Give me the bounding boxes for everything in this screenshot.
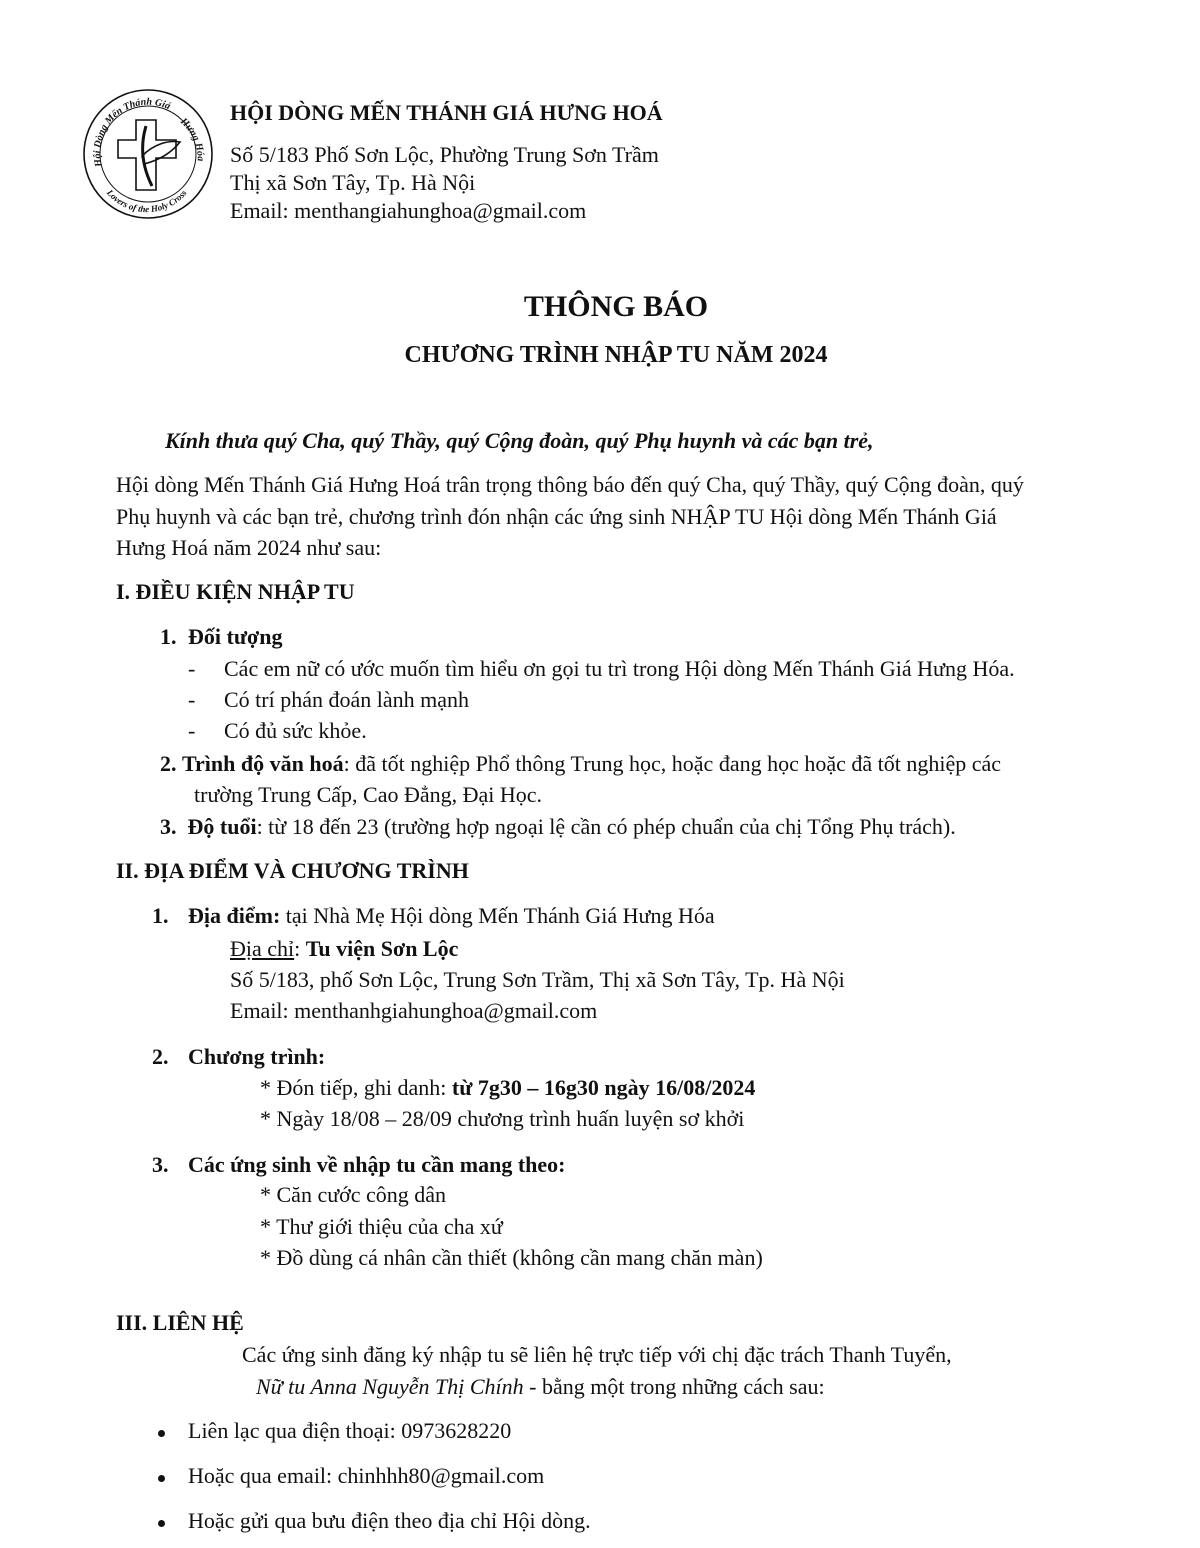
contact-line-2 [256, 1374, 825, 1399]
contact-line-rest: - bằng một trong những cách sau: [523, 1374, 825, 1399]
program-line-date: từ 7g30 – 16g30 ngày 16/08/2024 [451, 1075, 756, 1100]
bullet-icon [158, 1520, 165, 1527]
item-education [160, 751, 1001, 776]
address-label: Địa chỉ [230, 936, 295, 961]
seal-outer-ring [84, 90, 212, 218]
item-number: 2. [152, 1044, 169, 1069]
seal-logo [80, 86, 216, 222]
org-email: Email: menthangiahunghoa@gmail.com [230, 198, 587, 223]
section-heading-location: II. ĐỊA ĐIỂM VÀ CHƯƠNG TRÌNH [116, 858, 469, 883]
section-heading-contact: III. LIÊN HỆ [116, 1310, 244, 1335]
org-address-line1: Số 5/183 Phố Sơn Lộc, Phường Trung Sơn Trầm [230, 142, 659, 167]
item-text-location: tại Nhà Mẹ Hội dòng Mến Thánh Giá Hưng Hóa [280, 903, 715, 928]
item-text-education-cont: trường Trung Cấp, Cao Đẳng, Đại Học. [194, 782, 543, 807]
item-title-location: Địa điểm: [188, 903, 281, 928]
item-title-program: Chương trình: [188, 1044, 326, 1069]
item-number: 3. [152, 1152, 169, 1177]
seal-text-top: Hội Dòng Mến Thánh Giá [92, 96, 172, 168]
item-location [188, 903, 715, 928]
seal-text-right: Hưng Hóa [177, 116, 206, 162]
contact-person: Nữ tu Anna Nguyễn Thị Chính [256, 1374, 524, 1399]
bullet-icon [158, 1475, 165, 1482]
section-heading-conditions: I. ĐIỀU KIỆN NHẬP TU [116, 579, 355, 604]
dash-bullet: - [188, 687, 196, 712]
dash-bullet: - [188, 718, 196, 743]
item-title-age: Độ tuổi [187, 814, 257, 839]
intro-line: Hưng Hoá năm 2024 như sau: [116, 535, 382, 560]
item-number: 2. [160, 751, 177, 776]
cross-icon [118, 120, 176, 190]
greeting: Kính thưa quý Cha, quý Thầy, quý Cộng đoàn, quý Phụ huynh và các bạn trẻ, [165, 428, 874, 453]
item-title-education: Trình độ văn hoá [182, 751, 344, 776]
item-number: 1. [152, 903, 169, 928]
item-title-target: Đối tượng [188, 624, 283, 649]
address-detail: Số 5/183, phố Sơn Lộc, Trung Sơn Trầm, Thị xã Sơn Tây, Tp. Hà Nội [230, 967, 845, 992]
dash-bullet: - [188, 656, 196, 681]
seal-text-bottom: Lovers of the Holy Cross [104, 187, 189, 215]
address-line: Địa chỉ: Tu viện Sơn Lộc [230, 936, 459, 961]
leaf-icon [142, 142, 180, 164]
program-line-label: * Đón tiếp, ghi danh: [260, 1075, 452, 1100]
contact-line: Các ứng sinh đăng ký nhập tu sẽ liên hệ trực tiếp với chị đặc trách Thanh Tuyển, [242, 1342, 952, 1367]
item-title-bring: Các ứng sinh về nhập tu cần mang theo: [188, 1152, 566, 1177]
intro-line: Hội dòng Mến Thánh Giá Hưng Hoá trân trọng thông báo đến quý Cha, quý Thầy, quý Cộng đoàn, quý [116, 472, 1024, 497]
intro-line: Phụ huynh và các bạn trẻ, chương trình đón nhận các ứng sinh NHẬP TU Hội dòng Mến Thánh Giá [116, 504, 997, 529]
page-subtitle: CHƯƠNG TRÌNH NHẬP TU NĂM 2024 [404, 342, 828, 368]
org-address-line2: Thị xã Sơn Tây, Tp. Hà Nội [230, 170, 476, 195]
condition-bullet: Có đủ sức khỏe. [224, 718, 367, 743]
address-name: Tu viện Sơn Lộc [305, 936, 459, 961]
program-line: * Ngày 18/08 – 28/09 chương trình huấn luyện sơ khởi [260, 1106, 745, 1131]
org-name: HỘI DÒNG MẾN THÁNH GIÁ HƯNG HOÁ [230, 100, 663, 125]
figure-icon [143, 126, 152, 186]
bring-item: * Căn cước công dân [260, 1182, 447, 1207]
item-text-education: : đã tốt nghiệp Phổ thông Trung học, hoặc đang học hoặc đã tốt nghiệp các [343, 751, 1002, 776]
item-number: 1. [160, 624, 177, 649]
contact-method: Hoặc gửi qua bưu điện theo địa chỉ Hội dòng. [188, 1508, 591, 1533]
item-text-age: : từ 18 đến 23 (trường hợp ngoại lệ cần có phép chuẩn của chị Tổng Phụ trách). [256, 814, 956, 839]
item-age [160, 814, 956, 839]
condition-bullet: Các em nữ có ước muốn tìm hiểu ơn gọi tu trì trong Hội dòng Mến Thánh Giá Hưng Hóa. [224, 656, 1015, 681]
condition-bullet: Có trí phán đoán lành mạnh [224, 687, 470, 712]
contact-method: Hoặc qua email: chinhhh80@gmail.com [188, 1463, 545, 1488]
item-number: 3. [160, 814, 177, 839]
program-line [260, 1075, 755, 1100]
page-title: THÔNG BÁO [523, 290, 709, 323]
bring-item: * Đồ dùng cá nhân cần thiết (không cần mang chăn màn) [260, 1245, 763, 1270]
location-email: Email: menthanhgiahunghoa@gmail.com [230, 998, 598, 1023]
bullet-icon [158, 1430, 165, 1437]
svg-text:Hưng Hóa [177, 115, 205, 161]
bring-item: * Thư giới thiệu của cha xứ [260, 1214, 503, 1239]
contact-method: Liên lạc qua điện thoại: 0973628220 [188, 1418, 512, 1443]
